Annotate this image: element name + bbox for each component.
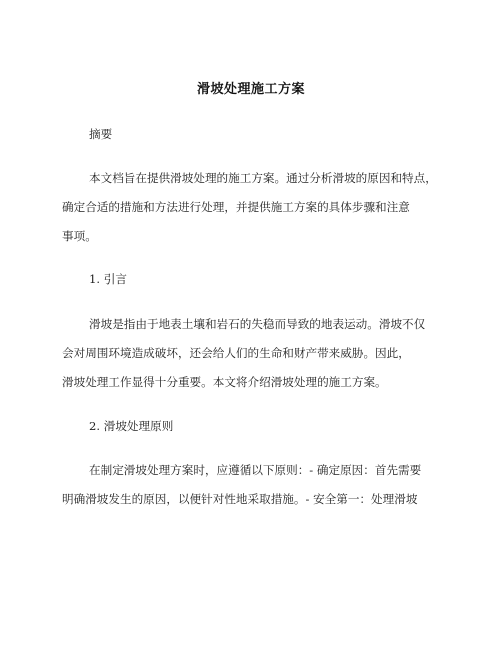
abstract-line-2: 确定合适的措施和方法进行处理，并提供施工方案的具体步骤和注意 <box>62 200 410 214</box>
section-2-line-1: 在制定滑坡处理方案时，应遵循以下原则：- 确定原因：首先需要 <box>89 463 422 477</box>
abstract-line-1: 本文档旨在提供滑坡处理的施工方案。通过分析滑坡的原因和特点， <box>89 171 437 185</box>
abstract-line-3: 事项。 <box>62 229 97 243</box>
section-1-line-2: 会对周围环境造成破坏，还会给人们的生命和财产带来威胁。因此， <box>62 346 410 360</box>
section-1-heading: 1. 引言 <box>89 272 127 286</box>
section-2-heading: 2. 滑坡处理原则 <box>89 419 174 433</box>
section-1-line-3: 滑坡处理工作显得十分重要。本文将介绍滑坡处理的施工方案。 <box>62 375 387 389</box>
document-title: 滑坡处理施工方案 <box>196 82 305 97</box>
section-1-line-1: 滑坡是指由于地表土壤和岩石的失稳而导致的地表运动。滑坡不仅 <box>89 317 426 331</box>
abstract-heading: 摘要 <box>89 127 113 141</box>
section-2-line-2: 明确滑坡发生的原因，以便针对性地采取措施。- 安全第一：处理滑坡 <box>62 492 418 506</box>
